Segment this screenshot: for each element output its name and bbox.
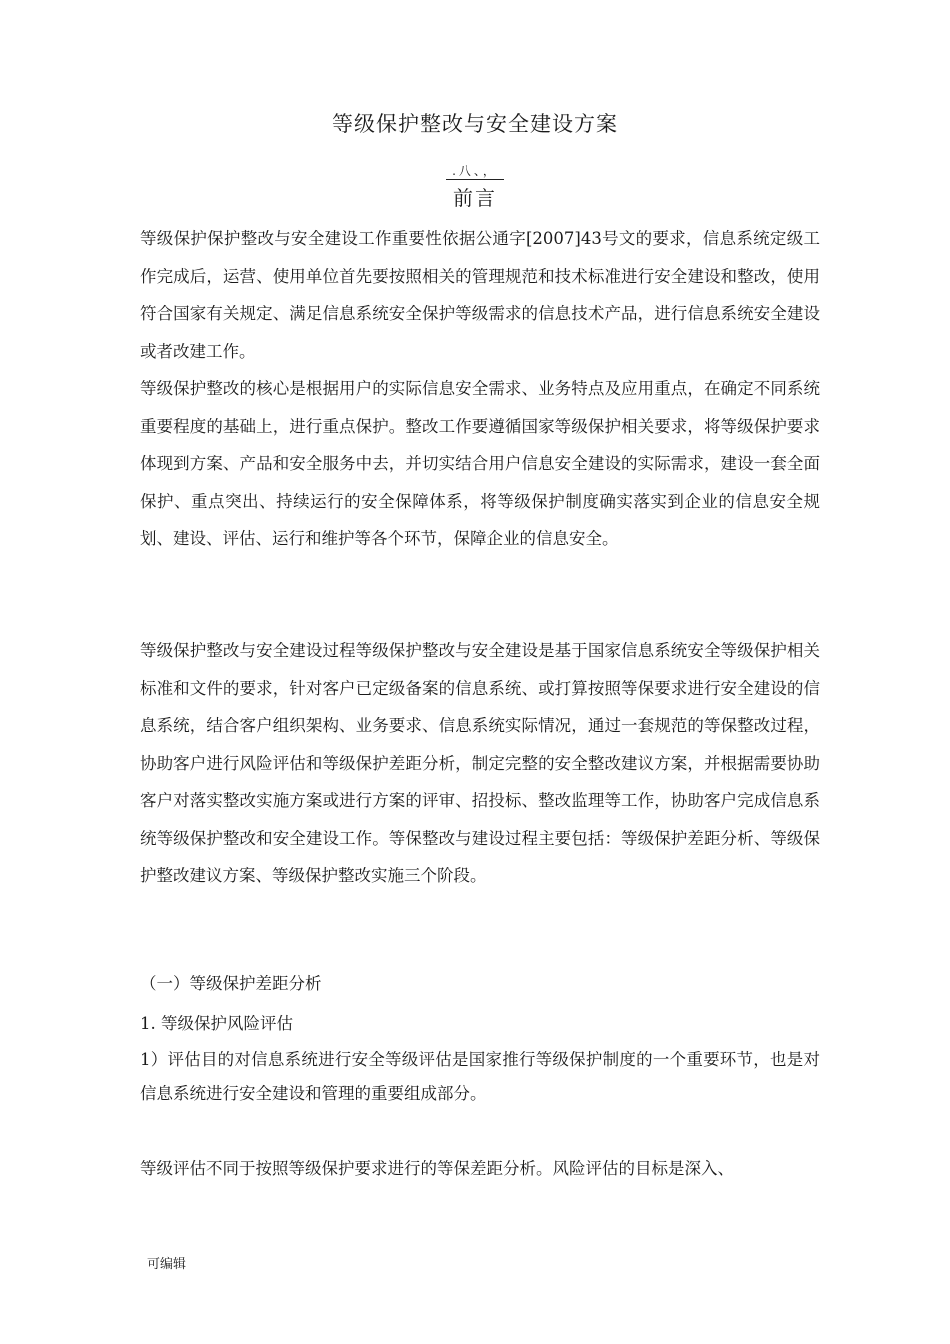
preface-header bbox=[0, 160, 950, 211]
paragraph-3: 等级保护整改与安全建设过程等级保护整改与安全建设是基于国家信息系统安全等级保护相关标准和文件的要求，针对客户已定级备案的信息系统、或打算按照等保要求进行安全建设的信息系统，结合客户组织架构、业务要求、信息系统实际情况，通过一套规范的等保整改过程，协助客户进行风险评估和等级保护差距分析，制定完整的安全整改建议方案，并根据需要协助客户对落实整改实施方案或进行方案的评审、招投标、整改监理等工作，协助客户完成信息系统等级保护整改和安全建设工作。等保整改与建设过程主要包括：等级保护差距分析、等级保护整改建议方案、等级保护整改实施三个阶段。 bbox=[140, 641, 820, 885]
last-paragraph: 等级评估不同于按照等级保护要求进行的等保差距分析。风险评估的目标是深入、 bbox=[140, 1159, 734, 1178]
item-paragraph: 1）评估目的对信息系统进行安全等级评估是国家推行等级保护制度的一个重要环节，也是对信息系统进行安全建设和管理的重要组成部分。 bbox=[140, 1050, 820, 1103]
subsection-heading: 1. 等级保护风险评估 bbox=[140, 1014, 293, 1033]
document-title: 等级保护整改与安全建设方案 bbox=[332, 112, 618, 136]
paragraph-1: 等级保护保护整改与安全建设工作重要性依据公通字[2007]43号文的要求，信息系统定级工作完成后，运营、使用单位首先要按照相关的管理规范和技术标准进行安全建设和整改，使用符合国家有关规定、满足信息系统安全保护等级需求的信息技术产品，进行信息系统安全建设或者改建工作。 bbox=[140, 229, 820, 361]
paragraph-2: 等级保护整改的核心是根据用户的实际信息安全需求、业务特点及应用重点，在确定不同系统重要程度的基础上，进行重点保护。整改工作要遵循国家等级保护相关要求，将等级保护要求体现到方案、产品和安全服务中去，并切实结合用户信息安全建设的实际需求，建设一套全面保护、重点突出、持续运行的安全保障体系，将等级保护制度确实落实到企业的信息安全规划、建设、评估、运行和维护等各个环节，保障企业的信息安全。 bbox=[140, 379, 820, 548]
preface-heading: 前言 bbox=[453, 186, 497, 210]
header-mark: .八、， bbox=[446, 163, 504, 180]
section-heading: （一）等级保护差距分析 bbox=[140, 974, 322, 993]
footer-note: 可编辑 bbox=[147, 1257, 187, 1272]
